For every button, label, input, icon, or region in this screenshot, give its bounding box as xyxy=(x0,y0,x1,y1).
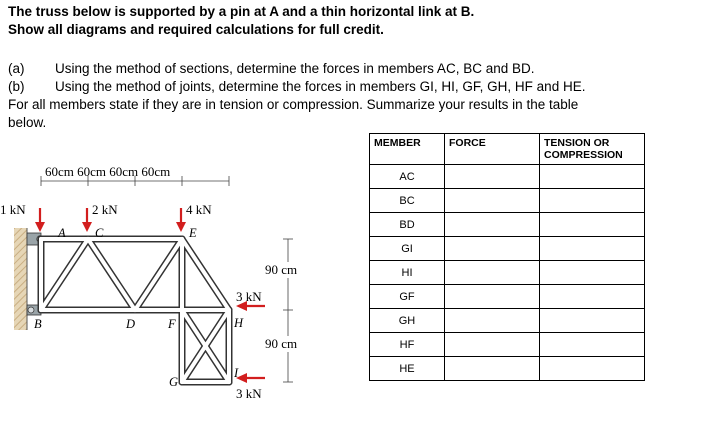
dim-right-lower: 90 cm xyxy=(265,336,298,351)
right-dimension-lines xyxy=(283,239,293,382)
force-cell[interactable] xyxy=(445,261,540,285)
instructions-line1: For all members state if they are in tension or compression. Summarize your results in the table xyxy=(8,97,579,112)
load-3kn-lower: 3 kN xyxy=(236,386,262,401)
part-a-text: Using the method of sections, determine the forces in members AC, BC and BD. xyxy=(55,61,535,76)
header-tension-line2: COMPRESSION xyxy=(544,149,623,161)
node-label-c: C xyxy=(95,226,104,240)
load-4kn: 4 kN xyxy=(186,202,212,217)
member-cell: GF xyxy=(370,285,445,309)
table-row xyxy=(370,189,645,213)
tension-cell[interactable] xyxy=(540,213,645,237)
header-member: MEMBER xyxy=(370,134,445,165)
node-label-e: E xyxy=(189,226,197,240)
truss-figure xyxy=(0,150,340,437)
force-cell[interactable] xyxy=(445,285,540,309)
tension-cell[interactable] xyxy=(540,189,645,213)
tension-cell[interactable] xyxy=(540,261,645,285)
member-cell: HI xyxy=(370,261,445,285)
table-row xyxy=(370,261,645,285)
force-cell[interactable] xyxy=(445,333,540,357)
node-label-f: F xyxy=(168,317,176,331)
table-row xyxy=(370,237,645,261)
header-tension-compression xyxy=(540,134,645,165)
problem-statement-line1: The truss below is supported by a pin at A and a thin horizontal link at B. xyxy=(8,4,475,19)
node-label-a: A xyxy=(58,226,66,240)
tension-cell[interactable] xyxy=(540,309,645,333)
summary-table-header xyxy=(370,134,645,165)
node-label-i: I xyxy=(234,366,239,380)
header-force: FORCE xyxy=(445,134,540,165)
member-cell: GI xyxy=(370,237,445,261)
load-1kn: 1 kN xyxy=(0,202,26,217)
node-label-d: D xyxy=(126,317,136,331)
load-2kn: 2 kN xyxy=(92,202,118,217)
force-cell[interactable] xyxy=(445,237,540,261)
table-row xyxy=(370,165,645,189)
tension-cell[interactable] xyxy=(540,165,645,189)
tension-cell[interactable] xyxy=(540,357,645,381)
node-label-b: B xyxy=(34,317,42,331)
top-dimensions-label: 60cm 60cm 60cm 60cm xyxy=(45,164,171,179)
force-cell[interactable] xyxy=(445,165,540,189)
tension-cell[interactable] xyxy=(540,333,645,357)
part-a xyxy=(0,61,701,81)
truss-members-fill xyxy=(41,239,229,382)
table-row xyxy=(370,285,645,309)
part-b-label: (b) xyxy=(8,79,25,94)
table-row xyxy=(370,357,645,381)
force-cell[interactable] xyxy=(445,357,540,381)
member-cell: HF xyxy=(370,333,445,357)
tension-cell[interactable] xyxy=(540,285,645,309)
member-cell: BD xyxy=(370,213,445,237)
member-cell: GH xyxy=(370,309,445,333)
summary-table xyxy=(369,133,645,381)
table-row xyxy=(370,213,645,237)
tension-cell[interactable] xyxy=(540,237,645,261)
load-3kn-upper: 3 kN xyxy=(236,289,262,304)
member-cell: HE xyxy=(370,357,445,381)
member-cell: BC xyxy=(370,189,445,213)
member-cell: AC xyxy=(370,165,445,189)
part-a-label: (a) xyxy=(8,61,25,76)
node-label-g: G xyxy=(169,375,179,389)
force-cell[interactable] xyxy=(445,189,540,213)
force-cell[interactable] xyxy=(445,309,540,333)
problem-statement-line2: Show all diagrams and required calculations for full credit. xyxy=(8,22,384,37)
part-b-text: Using the method of joints, determine the forces in members GI, HI, GF, GH, HF and HE. xyxy=(55,79,586,94)
header-tension-line1: TENSION OR xyxy=(544,137,610,149)
node-label-h: H xyxy=(234,316,244,330)
force-cell[interactable] xyxy=(445,213,540,237)
table-row xyxy=(370,333,645,357)
wall-hatch xyxy=(14,228,27,330)
part-b xyxy=(0,79,701,99)
instructions-line2: below. xyxy=(8,115,47,130)
table-row xyxy=(370,309,645,333)
dim-right-upper: 90 cm xyxy=(265,262,298,277)
